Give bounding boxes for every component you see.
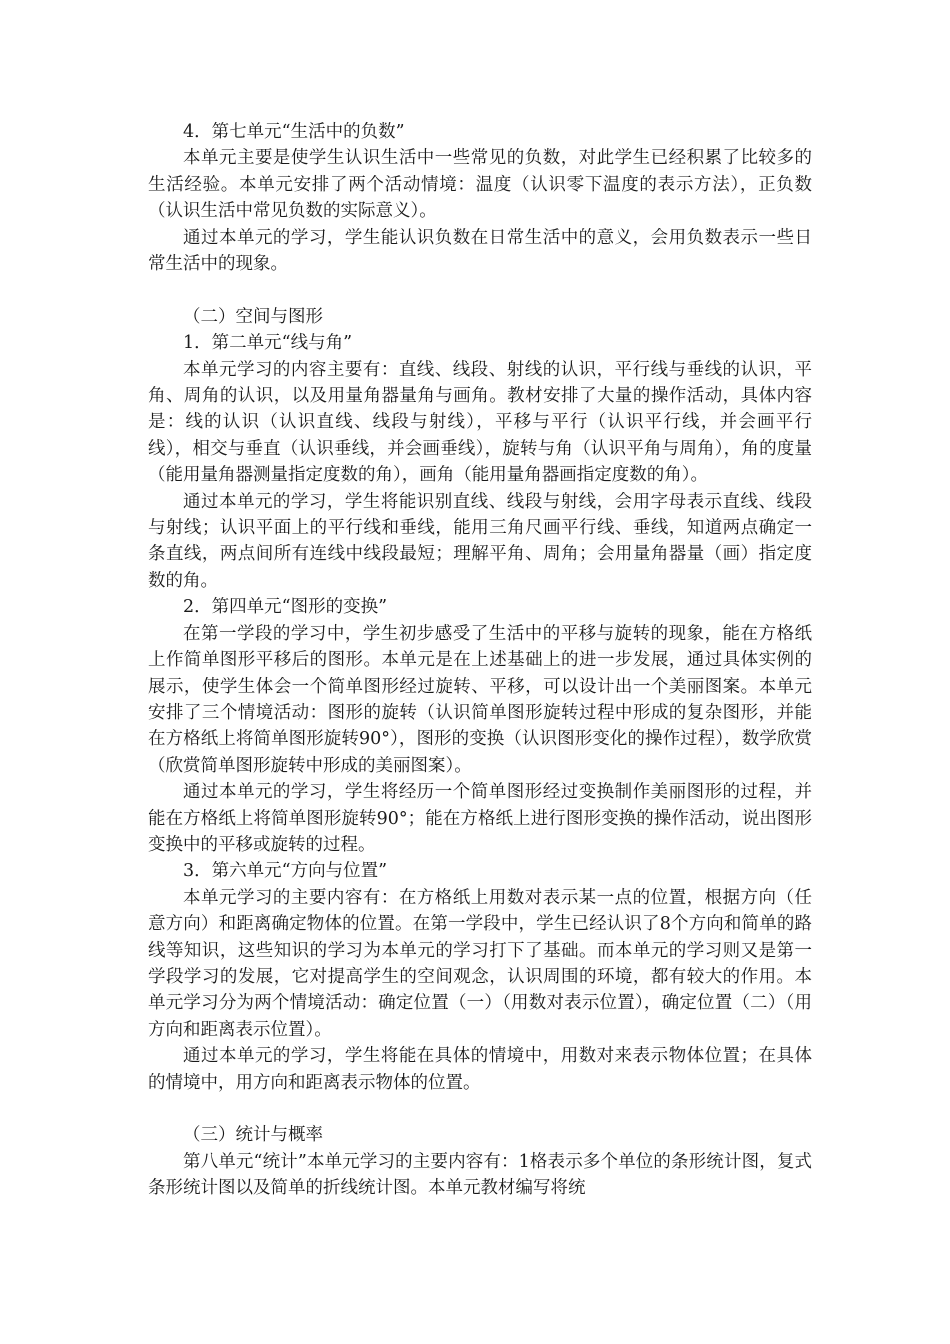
unit2-heading: 1．第二单元“线与角” — [183, 333, 353, 354]
spacer — [148, 277, 812, 303]
space-geometry-heading: （二）空间与图形 — [183, 306, 323, 327]
spacer — [148, 1096, 812, 1122]
unit4-paragraph-2: 通过本单元的学习，学生将经历一个简单图形经过变换制作美丽图形的过程，并能在方格纸上将简单图形旋转90°；能在方格纸上进行图形变换的操作活动，说出图形变换中的平移或旋转的过程。 — [148, 782, 812, 855]
statistics-heading: （三）统计与概率 — [183, 1125, 323, 1146]
unit6-paragraph-2: 通过本单元的学习，学生将能在具体的情境中，用数对来表示物体位置；在具体的情境中，用方向和距离表示物体的位置。 — [148, 1046, 812, 1093]
unit4-paragraph-1: 在第一学段的学习中，学生初步感受了生活中的平移与旋转的现象，能在方格纸上作简单图形平移后的图形。本单元是在上述基础上的进一步发展，通过具体实例的展示，使学生体会一个简单图形经过旋转、平移，可以设计出一个美丽图案。本单元安排了三个情境活动：图形的旋转（认识简单图形旋转过程中形成的复杂图形，并能在方格纸上将简单图形旋转90°），图形的变换（认识图形变化的操作过程），数学欣赏（欣赏简单图形旋转中形成的美丽图案）。 — [148, 623, 812, 776]
unit2-paragraph-2: 通过本单元的学习，学生将能识别直线、线段与射线，会用字母表示直线、线段与射线；认识平面上的平行线和垂线，能用三角尺画平行线、垂线，知道两点确定一条直线，两点间所有连线中线段最短；理解平角、周角；会用量角器量（画）指定度数的角。 — [148, 491, 812, 591]
unit8-paragraph-1: 第八单元“统计”本单元学习的主要内容有：1格表示多个单位的条形统计图，复式条形统计图以及简单的折线统计图。本单元教材编写将统 — [148, 1151, 812, 1199]
unit7-paragraph-1: 本单元主要是使学生认识生活中一些常见的负数，对此学生已经积累了比较多的生活经验。本单元安排了两个活动情境：温度（认识零下温度的表示方法），正负数（认识生活中常见负数的实际意义）。 — [148, 148, 812, 222]
unit6-paragraph-1: 本单元学习的主要内容有：在方格纸上用数对表示某一点的位置，根据方向（任意方向）和距离确定物体的位置。在第一学段中，学生已经认识了8个方向和简单的路线等知识，这些知识的学习为本单元的学习打下了基础。而本单元的学习则又是第一学段学习的发展，它对提高学生的空间观念，认识周围的环境，都有较大的作用。本单元学习分为两个情境活动：确定位置（一）（用数对表示位置），确定位置（二）（用方向和距离表示位置）。 — [148, 887, 812, 1040]
unit4-heading: 2．第四单元“图形的变换” — [183, 597, 388, 618]
document-page — [148, 119, 812, 1202]
unit6-heading: 3．第六单元“方向与位置” — [183, 861, 388, 882]
unit7-paragraph-2: 通过本单元的学习，学生能认识负数在日常生活中的意义，会用负数表示一些日常生活中的现象。 — [148, 227, 812, 275]
unit2-paragraph-1: 本单元学习的内容主要有：直线、线段、射线的认识，平行线与垂线的认识，平角、周角的认识，以及用量角器量角与画角。教材安排了大量的操作活动，具体内容是：线的认识（认识直线、线段与射线），平移与平行（认识平行线，并会画平行线），相交与垂直（认识垂线，并会画垂线），旋转与角（认识平角与周角），角的度量（能用量角器测量指定度数的角），画角（能用量角器画指定度数的角）。 — [148, 359, 812, 486]
unit7-heading: 4．第七单元“生活中的负数” — [183, 122, 405, 142]
